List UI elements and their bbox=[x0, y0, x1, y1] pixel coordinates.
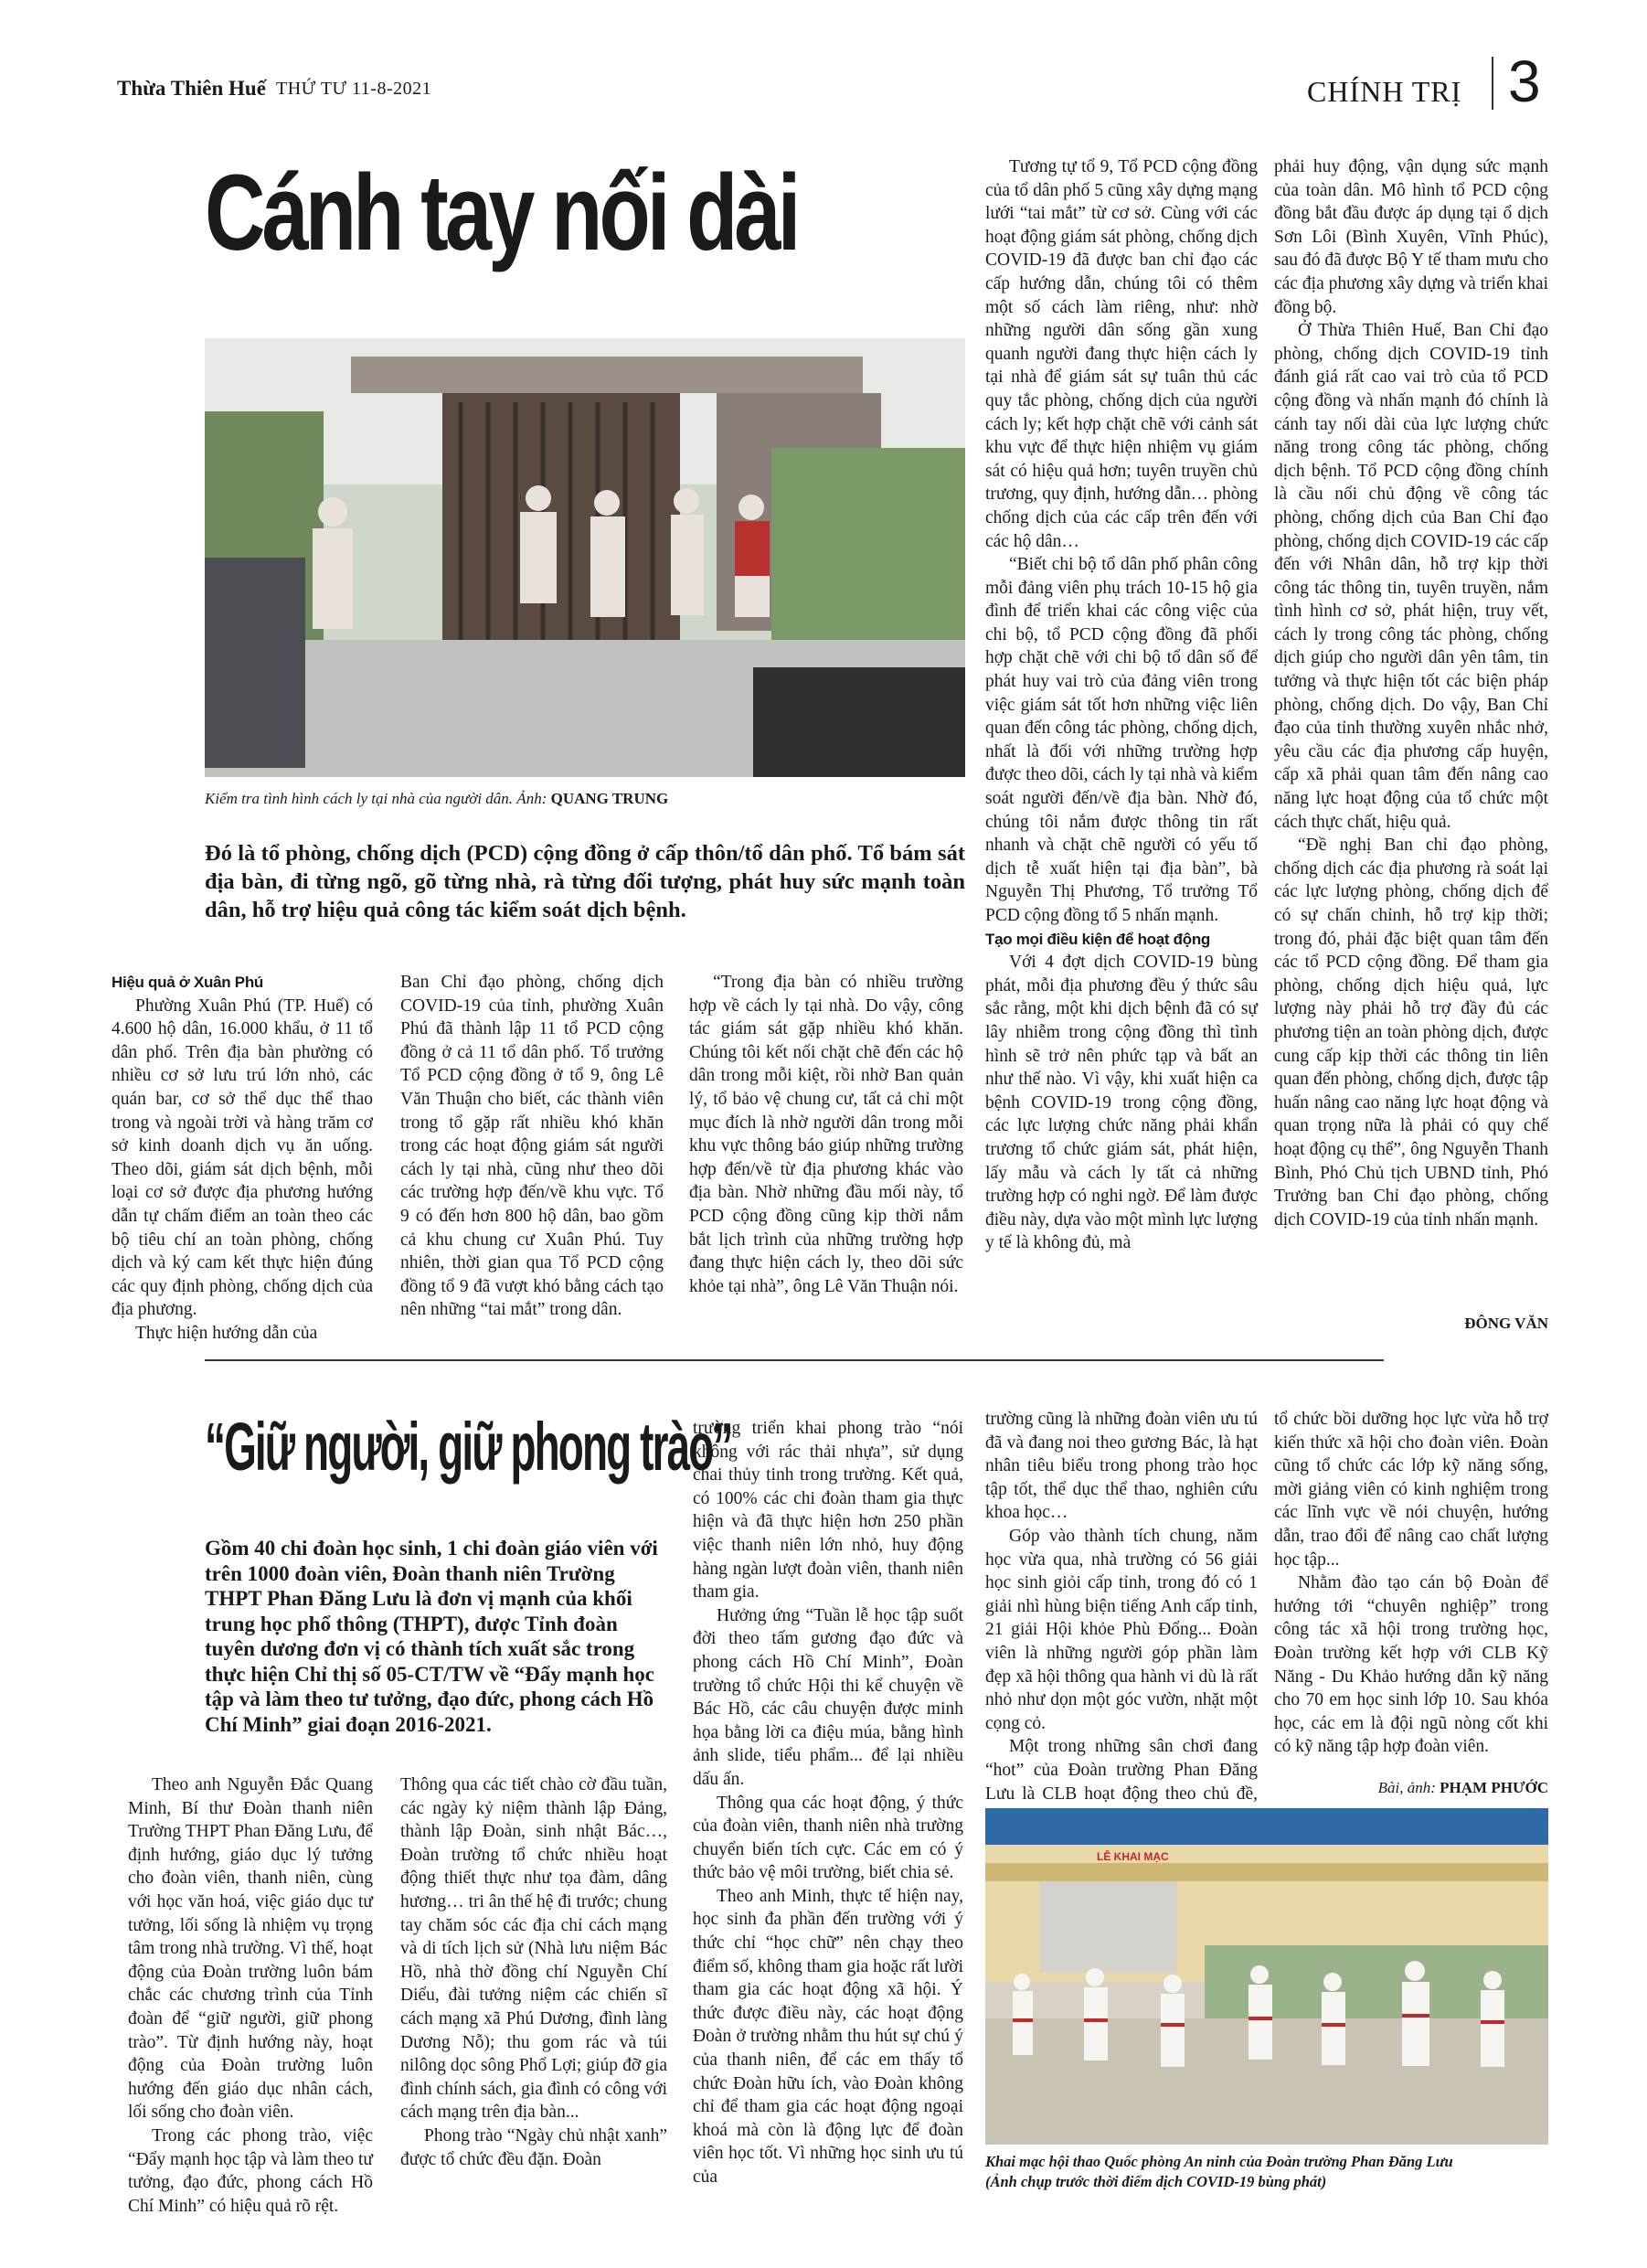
article1-byline: ĐÔNG VĂN bbox=[1464, 1315, 1548, 1332]
paragraph: Ở Thừa Thiên Huế, Ban Chỉ đạo phòng, chống dịch COVID-19 tỉnh đánh giá rất cao vai trò của tổ PCD cộng đồng và nhấn mạnh đó chính là cánh tay nối dài của lực lượng chức năng trong công tác phòng, chống dịch bệnh. Tổ PCD cộng đồng chính là cầu nối chủ động về công tác phòng, chống dịch của Ban Chỉ đạo phòng, chống dịch COVID-19 các cấp đến với Nhân dân, hỗ trợ kịp thời công tác thông tin, tuyên truyền, nắm tình hình cơ sở, phát hiện, truy vết, cách ly trong công tác phòng, chống dịch giúp cho người dân yên tâm, tin tưởng và thực hiện tốt các biện pháp phòng, chống dịch. Do vậy, Ban Chỉ đạo của tỉnh thường xuyên nhắc nhở, yêu cầu các địa phương cấp huyện, cấp xã phải quan tâm đến nâng cao năng lực hoạt động của tổ chức một cách thực chất, hiệu quả. bbox=[1274, 321, 1548, 832]
article1-column-5 bbox=[1274, 155, 1548, 1231]
article2-byline: Bài, ảnh: PHẠM PHƯỚC bbox=[1377, 1779, 1548, 1796]
article2-photo bbox=[985, 1808, 1548, 2145]
paragraph: Nhằm đào tạo cán bộ Đoàn để hướng tới “chuyên nghiệp” trong công tác xã hội trong trường học, Đoàn trường kết hợp với CLB Kỹ Năng - Du Khảo hướng dẫn kỹ năng cho 70 em học sinh lớp 10. Sau khóa học, các em là đội ngũ nòng cốt khi có kỹ năng tập hợp đoàn viên. bbox=[1274, 1573, 1548, 1757]
page-number: 3 bbox=[1508, 48, 1541, 114]
paragraph: Với 4 đợt dịch COVID-19 bùng phát, mỗi địa phương đều ý thức sâu sắc rằng, một khi dịch bệnh đã có sự lây nhiễm trong cộng đồng thì tình hình sẽ trở nên phức tạp và bất an như thế nào. Vì vậy, khi xuất hiện ca bệnh COVID-19 trong cộng đồng, các lực lượng chức năng phải khẩn trương tổ chức giám sát, phát hiện, lấy mẫu và cách ly tất cả những trường hợp có nghi ngờ. Để làm được điều này, dựa vào một mình lực lượng y tế là không đủ, mà bbox=[985, 953, 1258, 1253]
paragraph: Góp vào thành tích chung, năm học vừa qua, nhà trường có 56 giải học sinh giỏi cấp tỉnh, trong đó có 1 giải nhì hùng biện tiếng Anh cấp tỉnh, 21 giải Hội khỏe Phù Đổng... Đoàn viên là những người góp phần làm đẹp xã hội thông qua hành vi dù là rất nhỏ như dọn một góc vườn, nhặt một cọng cỏ. bbox=[985, 1526, 1258, 1733]
article1-column-3 bbox=[689, 971, 963, 1298]
article2-photo-caption: Khai mạc hội thao Quốc phòng An ninh của Đoàn trường Phan Đăng Lưu (Ảnh chụp trước thời điểm dịch COVID-19 bùng phát) bbox=[985, 2153, 1453, 2190]
article1-subhead-2: Tạo mọi điều kiện để hoạt động bbox=[985, 930, 1211, 948]
article1-headline: Cánh tay nối dài bbox=[205, 153, 798, 273]
article1-photo bbox=[205, 338, 965, 777]
masthead: Thừa Thiên Huế bbox=[117, 77, 266, 100]
paragraph: “Biết chi bộ tổ dân phố phân công mỗi đảng viên phụ trách 10-15 hộ gia đình để triển khai các công việc của chi bộ, tổ PCD cộng đồng đã phối hợp chặt chẽ với chi bộ tổ dân số để phát huy vai trò của đảng viên trong việc giám sát tốt hơn những việc liên quan đến công tác phòng, chống dịch, nhất là đối với những trường hợp được theo dõi, cách ly tại nhà và kiểm soát người đến/về địa bàn. Nhờ đó, chúng tôi nắm được thông tin rất nhanh và chặt chẽ người có yếu tố dịch tễ xuất hiện tại địa bàn”, bà Nguyễn Thị Phương, Tổ trưởng Tổ PCD cộng đồng tổ 5 nhấn mạnh. bbox=[985, 555, 1258, 925]
article1-subhead-1: Hiệu quả ở Xuân Phú bbox=[112, 974, 264, 991]
paragraph: Theo anh Minh, thực tế hiện nay, học sinh đa phần đến trường với ý thức chỉ “học chữ” nên chạy theo điểm số, không tham gia hoặc rất lười tham gia các hoạt động xã hội. Ý thức được điều này, các hoạt động Đoàn ở trường nhằm thu hút sự chú ý của thanh niên, để các em thấy tổ chức Đoàn hữu ích, vào Đoàn không chỉ để tham gia các hoạt động ngoại khoá mà còn là động lực để đoàn viên học tốt. Vì những học sinh ưu tú của bbox=[693, 1886, 963, 2187]
section-title: CHÍNH TRỊ bbox=[1307, 75, 1462, 108]
paragraph: Phong trào “Ngày chủ nhật xanh” được tổ chức đều đặn. Đoàn bbox=[400, 2125, 667, 2169]
paragraph: Thông qua các tiết chào cờ đầu tuần, các ngày kỷ niệm thành lập Đảng, thành lập Đoàn, sinh nhật Bác…, Đoàn trường tổ chức nhiều hoạt động thiết thực như tọa đàm, dâng hương… tri ân thế hệ đi trước; chung tay chăm sóc các địa chỉ cách mạng và di tích lịch sử (Nhà lưu niệm Bác Hồ, nhà thờ đồng chí Nguyễn Chí Diểu, đài tưởng niệm các chiến sĩ cách mạng xã Phú Dương, đình làng Dương Nỗ); thu gom rác và túi nilông dọc sông Phổ Lợi; giúp đỡ gia đình chính sách, gia đình có công với cách mạng trên địa bàn... bbox=[400, 1775, 667, 2123]
paragraph: tổ chức bồi dưỡng học lực vừa hỗ trợ kiến thức xã hội cho đoàn viên. Đoàn cũng tổ chức các lớp kỹ năng sống, mời giảng viên có kinh nghiệm trong các lĩnh vực về nói chuyện, hướng dẫn, trao đổi để nâng cao chất lượng học tập... bbox=[1274, 1410, 1548, 1570]
paragraph: Ban Chỉ đạo phòng, chống dịch COVID-19 của tỉnh, phường Xuân Phú đã thành lập 11 tổ PCD cộng đồng ở cả 11 tổ dân phố. Tổ trưởng Tổ PCD cộng đồng ở tổ 9, ông Lê Văn Thuận cho biết, các thành viên trong tổ gặp rất nhiều khó khăn trong các hoạt động giám sát người cách ly tại nhà, cũng như theo dõi các trường hợp đến/về khu vực. Tổ 9 có đến hơn 800 hộ dân, bao gồm cả khu chung cư Xuân Phú. Tuy nhiên, thời gian qua Tổ PCD cộng đồng tổ 9 đã vượt khó bằng cách tạo nên những “tai mắt” trong dân. bbox=[400, 973, 664, 1320]
paragraph: Thực hiện hướng dẫn của bbox=[135, 1323, 318, 1343]
article2-column-3 bbox=[693, 1417, 963, 2189]
article2-column-2 bbox=[400, 1773, 667, 2171]
article-separator bbox=[205, 1359, 1384, 1361]
paragraph: Một trong những sân chơi đang “hot” của Đoàn trường Phan Đăng Lưu là CLB hoạt động theo chủ đề, bbox=[985, 1737, 1258, 1804]
article1-photo-caption: Kiểm tra tình hình cách ly tại nhà của người dân. Ảnh: QUANG TRUNG bbox=[205, 790, 669, 807]
article2-column-1 bbox=[128, 1773, 373, 2218]
paragraph: Hưởng ứng “Tuần lễ học tập suốt đời theo tấm gương đạo đức và phong cách Hồ Chí Minh”, Đoàn trường tổ chức Hội thi kể chuyện về Bác Hồ, các câu chuyện được minh họa bằng lời ca điệu múa, bằng hình ảnh slide, tiểu phẩm... để lại nhiều dấu ấn. bbox=[693, 1605, 963, 1789]
paragraph: Tương tự tổ 9, Tổ PCD cộng đồng của tổ dân phố 5 cũng xây dựng mạng lưới “tai mắt” từ cơ sở. Cùng với các hoạt động giám sát phòng, chống dịch COVID-19 đã được ban chỉ đạo các cấp hướng dẫn, chúng tôi có thêm một số cách làm riêng, như: nhờ những người dân sống gần xung quanh người đang thực hiện cách ly tại nhà để giám sát sự tuân thủ các quy tắc phòng, chống dịch của người cách ly; kết hợp chặt chẽ với cảnh sát khu vực để thực hiện nhiệm vụ giám sát có hiệu quả hơn; tuyên truyền chủ trương, quy định, hướng dẫn… phòng chống dịch của các cấp trên đến với các hộ dân… bbox=[985, 157, 1258, 551]
paragraph: Theo anh Nguyễn Đắc Quang Minh, Bí thư Đoàn thanh niên Trường THPT Phan Đăng Lưu, để định hướng, giáo dục lý tưởng cho đoàn viên, thanh niên, cùng với học văn hoá, việc giáo dục tư tưởng, lối sống là nhiệm vụ trọng tâm trong nhà trường. Vì thế, hoạt động của Đoàn trường luôn bám chắc các chương trình của Tỉnh đoàn để “giữ người, giữ phong trào”. Từ định hướng này, hoạt động của Đoàn trường luôn hướng đến giáo dục nhân cách, lối sống cho đoàn viên. bbox=[128, 1775, 373, 2123]
photo-banner-text: LỄ KHAI MẠC bbox=[1097, 1850, 1169, 1863]
issue-date: THỨ TƯ 11-8-2021 bbox=[276, 79, 432, 99]
paragraph: phải huy động, vận dụng sức mạnh của toàn dân. Mô hình tổ PCD cộng đồng bắt đầu được áp dụng tại ổ dịch Sơn Lôi (Bình Xuyên, Vĩnh Phúc), sau đó đã được Bộ Y tế tham mưu cho các địa phương xây dựng và triển khai đồng bộ. bbox=[1274, 157, 1548, 317]
article2-column-4 bbox=[985, 1408, 1258, 1829]
article1-lead: Đó là tổ phòng, chống dịch (PCD) cộng đồng ở cấp thôn/tổ dân phố. Tổ bám sát địa bàn, đi từng ngõ, gõ từng nhà, rà từng đối tượng, phát huy sức mạnh toàn dân, hỗ trợ hiệu quả công tác kiểm soát dịch bệnh. bbox=[205, 841, 965, 922]
article1-column-2 bbox=[400, 971, 664, 1322]
paragraph: Trong các phong trào, việc “Đẩy mạnh học tập và làm theo tư tưởng, đạo đức, phong cách Hồ Chí Minh” có hiệu quả rõ rệt. bbox=[128, 2125, 373, 2216]
paragraph: trường cũng là những đoàn viên ưu tú đã và đang noi theo gương Bác, là hạt nhân tiêu biểu trong phong trào học tập tốt, thể dục thể thao, nghiên cứu khoa học… bbox=[985, 1410, 1258, 1523]
paragraph: trường triển khai phong trào “nói không với rác thải nhựa”, sử dụng chai thủy tinh trong trường. Kết quả, có 100% các chi đoàn tham gia thực hiện và đã thực hiện hơn 250 phần việc thanh niên lớn nhỏ, huy động hàng ngàn lượt đoàn viên, thanh niên tham gia. bbox=[693, 1419, 963, 1603]
header-divider bbox=[1492, 57, 1493, 110]
paragraph: “Trong địa bàn có nhiều trường hợp về cách ly tại nhà. Do vậy, công tác giám sát gặp nhiều khó khăn. Chúng tôi kết nối chặt chẽ đến các hộ dân trong mỗi kiệt, rồi nhờ Ban quản lý, tổ bảo vệ chung cư, tất cả chỉ một mục đích là nhờ người dân trong mỗi khu vực thông báo giúp những trường hợp đến/về từ địa phương khác vào địa bàn. Nhờ những đầu mối này, tổ PCD cộng đồng cũng kịp thời nắm bắt lịch trình của những trường hợp đang thực hiện cách ly, theo dõi sức khỏe tại nhà”, ông Lê Văn Thuận nói. bbox=[689, 973, 963, 1296]
paragraph: “Đề nghị Ban chỉ đạo phòng, chống dịch các địa phương rà soát lại các lực lượng phòng, chống dịch để có sự chấn chỉnh, hỗ trợ kịp thời; trong đó, phải đặc biệt quan tâm đến các tổ PCD cộng đồng. Để tham gia phòng, chống dịch hiệu quả, lực lượng này phải hỗ trợ đầy đủ các phương tiện an toàn phòng dịch, được cung cấp kịp thời các thông tin liên quan đến phòng, chống dịch, được tập huấn nâng cao năng lực hoạt động và quan trọng nữa là phải có quy chế hoạt động cụ thể”, ông Nguyễn Thanh Bình, Phó Chủ tịch UBND tỉnh, Phó Trưởng ban Chỉ đạo phòng, chống dịch COVID-19 của tỉnh nhấn mạnh. bbox=[1274, 836, 1548, 1230]
article2-column-5 bbox=[1274, 1408, 1548, 1759]
paragraph: Phường Xuân Phú (TP. Huế) có 4.600 hộ dân, 16.000 khẩu, ở 11 tổ dân phố. Trên địa bàn phường có nhiều cơ sở lưu trú lớn nhỏ, các quán bar, cơ sở thể dục thể thao trong và ngoài trời và hàng trăm cơ sở kinh doanh dịch vụ ăn uống. Theo dõi, giám sát dịch bệnh, mỗi loại cơ sở được địa phương hướng dẫn tự chấm điểm an toàn theo các bộ tiêu chí an toàn phòng, chống dịch và ký cam kết thực hiện đúng các quy định phòng, chống dịch của địa phương. bbox=[112, 996, 373, 1320]
article1-column-1 bbox=[112, 971, 373, 1346]
paragraph: Thông qua các hoạt động, ý thức của đoàn viên, thanh niên nhà trường chuyển biến tích cực. Các em có ý thức bảo vệ môi trường, biết chia sẻ. bbox=[693, 1793, 963, 1883]
article2-lead: Gồm 40 chi đoàn học sinh, 1 chi đoàn giáo viên với trên 1000 đoàn viên, Đoàn thanh niên Trường THPT Phan Đăng Lưu là đơn vị mạnh của khối trung học phổ thông (THPT), được Tỉnh đoàn tuyên dương đơn vị có thành tích xuất sắc trong thực hiện Chỉ thị số 05-CT/TW về “Đẩy mạnh học tập và làm theo tư tưởng, đạo đức, phong cách Hồ Chí Minh” giai đoạn 2016-2021. bbox=[205, 1537, 658, 1736]
article2-headline: “Giữ người, giữ phong trào” bbox=[205, 1409, 732, 1485]
article1-column-4 bbox=[985, 155, 1258, 1255]
